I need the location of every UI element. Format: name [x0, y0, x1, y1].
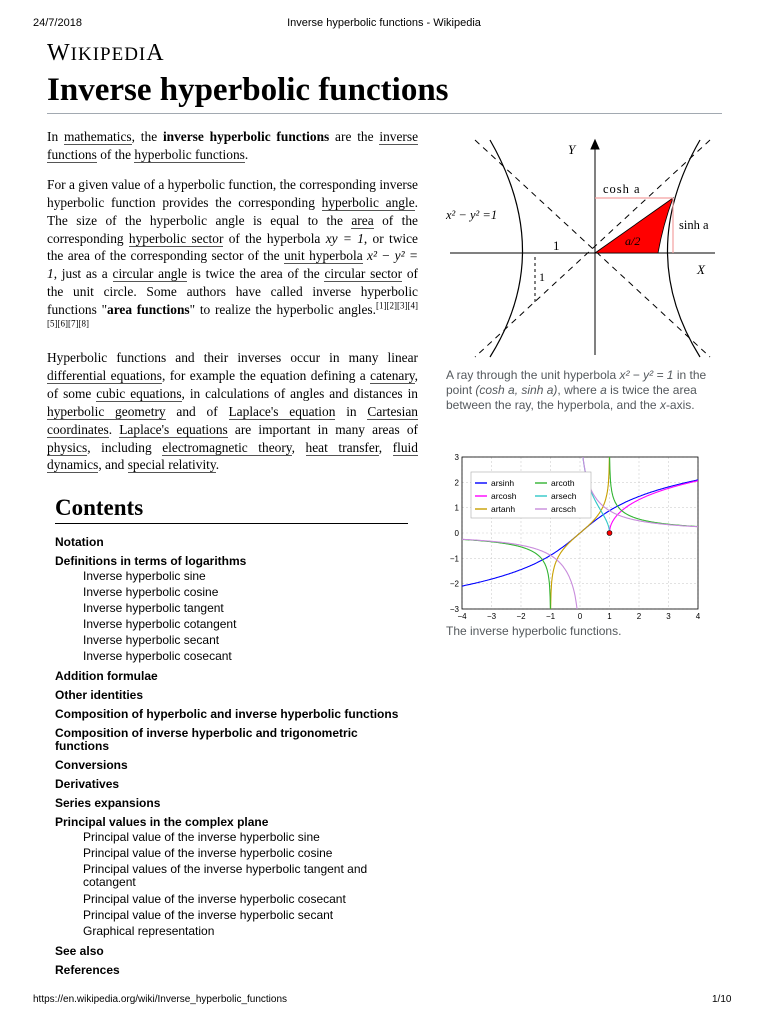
- link-hyperbolic-geometry[interactable]: hyperbolic geometry: [47, 403, 166, 419]
- toc-title: Contents: [55, 495, 144, 520]
- series-arcoth: [610, 452, 699, 527]
- link-circular-sector[interactable]: circular sector: [324, 266, 403, 282]
- y-tick-label: −2: [449, 579, 459, 589]
- toc-subitem[interactable]: Inverse hyperbolic cosecant: [83, 649, 232, 663]
- x-axis-label: X: [697, 262, 705, 277]
- toc-item[interactable]: See also: [55, 944, 104, 958]
- x-tick-label: 0: [577, 612, 583, 621]
- figure1-caption: A ray through the unit hyperbola x² − y² = 1 in the point (cosh a, sinh a), where a is twice the area between the ray, the hyperbola, and the x-axis.: [446, 368, 707, 412]
- legend-label: artanh: [491, 504, 516, 514]
- legend-label: arsech: [551, 491, 577, 501]
- definition-paragraph: For a given value of a hyperbolic function, the corresponding inverse hyperbolic function provides the corresponding hyperbolic angle. The size of the hyperbolic angle is equal to the area of the corresponding hyperbolic sector of the hyperbola xy = 1, or twice the area of the corresponding sector of the unit hyperbola x² − y² = 1, just as a circular angle is twice the area of the circular sector of the unit circle. Some authors have called inverse hyperbolic functions "area functions" to realize the hyperbolic angles.[1][2][3][4][5][6][7][8]: [47, 176, 418, 329]
- reference-links[interactable]: [1][2][3][4][5][6][7][8]: [47, 300, 418, 329]
- legend-label: arcosh: [491, 491, 517, 501]
- chart-caption: The inverse hyperbolic functions.: [446, 624, 622, 638]
- table-of-contents: [55, 530, 415, 977]
- toc-item[interactable]: Series expansions: [55, 796, 161, 810]
- toc-item[interactable]: Composition of inverse hyperbolic and trigonometric functions: [55, 726, 358, 753]
- link-mathematics[interactable]: mathematics: [63, 129, 132, 144]
- x-tick-label: −3: [486, 612, 497, 621]
- link-hyperbolic-sector[interactable]: hyperbolic sector: [128, 230, 224, 246]
- y-tick-label: 1: [454, 503, 459, 513]
- toc-item[interactable]: Conversions: [55, 758, 128, 772]
- page-title: Inverse hyperbolic functions: [47, 72, 449, 108]
- link-heat-transfer[interactable]: heat transfer: [305, 439, 379, 455]
- title-divider: [47, 113, 722, 114]
- toc-item[interactable]: Other identities: [55, 688, 144, 702]
- x-tick-label: −2: [516, 612, 526, 621]
- y-tick-label: 2: [454, 478, 459, 488]
- print-page-title: Inverse hyperbolic functions - Wikipedia: [287, 17, 481, 29]
- article-body: [47, 128, 418, 486]
- y-tick-label: −1: [449, 554, 459, 564]
- page-url: https://en.wikipedia.org/wiki/Inverse_hyperbolic_functions: [33, 994, 288, 1005]
- x-tick-label: 2: [636, 612, 642, 621]
- toc-item[interactable]: Derivatives: [55, 777, 120, 791]
- toc-subitem[interactable]: Principal value of the inverse hyperbolic cosecant: [83, 892, 346, 906]
- link-hyperbolic-angle[interactable]: hyperbolic angle: [321, 194, 415, 210]
- hyperbola-equation: x² − y² =1: [446, 208, 498, 222]
- inverse-hyperbolic-chart: [446, 452, 708, 624]
- toc-subitem[interactable]: Inverse hyperbolic secant: [83, 633, 220, 647]
- legend-label: arcsch: [551, 504, 577, 514]
- intro-paragraph: In mathematics, the inverse hyperbolic functions are the inverse functions of the hyperbolic functions.: [47, 129, 419, 162]
- link-cubic-equations[interactable]: cubic equations: [96, 385, 182, 401]
- toc-subitem[interactable]: Inverse hyperbolic cotangent: [83, 617, 237, 631]
- toc-subitem[interactable]: Inverse hyperbolic cosine: [83, 585, 219, 599]
- applications-paragraph: Hyperbolic functions and their inverses occur in many linear differential equations, for example the equation defining a catenary, of some cubic equations, in calculations of angles and distances in hyperbolic geometry and of Laplace's equation in Cartesian coordinates. Laplace's equations are important in many areas of physics, including electromagnetic theory, heat transfer, fluid dynamics, and special relativity.: [47, 349, 418, 473]
- y-axis-arrow: [591, 140, 599, 149]
- x-tick-label: −1: [545, 612, 556, 621]
- link-differential-equations[interactable]: differential equations: [47, 367, 162, 383]
- unit-one-label-lower: 1: [539, 270, 545, 284]
- link-inverse-functions[interactable]: inverse functions: [47, 129, 419, 162]
- hyperbola-left-branch: [490, 140, 523, 357]
- y-tick-label: 0: [454, 529, 459, 538]
- page-number: 1/10: [712, 994, 732, 1005]
- legend-label: arcoth: [551, 478, 575, 488]
- link-laplaces-equations[interactable]: Laplace's equations: [119, 421, 228, 437]
- link-catenary[interactable]: catenary: [370, 367, 415, 383]
- point-marker: [607, 531, 612, 536]
- link-area[interactable]: area: [351, 212, 374, 228]
- print-date: 24/7/2018: [33, 17, 82, 29]
- unit-hyperbola-figure: [445, 135, 720, 362]
- toc-subitem[interactable]: Principal value of the inverse hyperbolic sine: [83, 830, 320, 844]
- toc-item[interactable]: Principal values in the complex plane: [55, 815, 269, 829]
- link-laplaces-equation[interactable]: Laplace's equation: [228, 403, 336, 419]
- y-tick-label: −3: [449, 605, 459, 614]
- link-circular-angle[interactable]: circular angle: [112, 266, 188, 282]
- y-tick-label: 3: [454, 453, 459, 462]
- cosh-label: cosh a: [603, 182, 641, 196]
- link-unit-hyperbola[interactable]: unit hyperbola: [283, 248, 363, 264]
- toc-divider: [55, 523, 408, 524]
- x-tick-label: 4: [695, 612, 701, 621]
- toc-item[interactable]: Definitions in terms of logarithms: [55, 554, 247, 568]
- toc-subitem[interactable]: Inverse hyperbolic tangent: [83, 601, 224, 615]
- link-physics[interactable]: physics: [47, 439, 88, 455]
- toc-item[interactable]: Notation: [55, 535, 104, 549]
- toc-subitem[interactable]: Principal value of the inverse hyperbolic secant: [83, 908, 334, 922]
- link-electromagnetic-theory[interactable]: electromagnetic theory: [162, 439, 292, 455]
- wikipedia-logo[interactable]: WIKIPEDIA: [47, 40, 165, 66]
- toc-item[interactable]: References: [55, 963, 120, 977]
- toc-subitem[interactable]: Graphical representation: [83, 924, 215, 938]
- link-hyperbolic-functions[interactable]: hyperbolic functions: [134, 146, 245, 162]
- toc-item[interactable]: Composition of hyperbolic and inverse hyperbolic functions: [55, 707, 399, 721]
- series-arcoth: [462, 540, 551, 615]
- toc-subitem[interactable]: Principal values of the inverse hyperbolic tangent and cotangent: [83, 862, 368, 889]
- link-special-relativity[interactable]: special relativity: [127, 457, 216, 473]
- toc-subitem[interactable]: Principal value of the inverse hyperbolic cosine: [83, 846, 333, 860]
- link-cartesian-coordinates[interactable]: Cartesian coordinates: [47, 403, 418, 437]
- x-tick-label: 3: [666, 612, 671, 621]
- toc-subitem[interactable]: Inverse hyperbolic sine: [83, 569, 206, 583]
- unit-one-label: 1: [553, 238, 560, 253]
- x-tick-label: 1: [607, 612, 612, 621]
- x-tick-label: −4: [457, 612, 467, 621]
- legend-label: arsinh: [491, 478, 515, 488]
- hyperbola-right-branch: [668, 140, 701, 357]
- y-axis-label: Y: [568, 142, 576, 157]
- sinh-label: sinh a: [679, 218, 709, 232]
- half-angle-label: a/2: [625, 234, 641, 248]
- toc-item[interactable]: Addition formulae: [55, 669, 158, 683]
- link-fluid-dynamics[interactable]: fluid dynamics: [47, 439, 418, 473]
